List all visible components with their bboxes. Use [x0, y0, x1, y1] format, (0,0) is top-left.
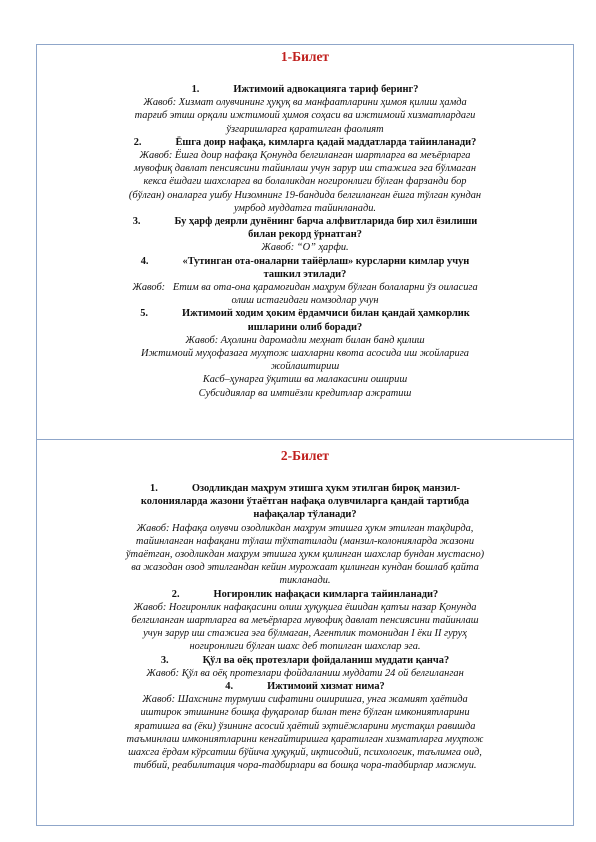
question-4: 4. Ижтимоий хизмат нима?: [225, 681, 385, 693]
question-2: 2. Ёшга доир нафақа, кимларга қадай маддатларда тайинланади?: [133, 136, 477, 148]
answer-4: Жавоб: Шахснинг турмуши сифатини оширишга, унга жамият ҳаётида иштирок этишнинг бошқа фуқаролар билан тенг бўлган имкониятларини яратишга ва (ёки) ўзининг асосий ҳаётий эҳтиёжларини мустақил равишда таъминлаш имкониятларини кенгайтиришга қаратилган хизматларга муҳтож шахсга ёрдам кўрсатиш бўйича ҳуқуқий, иқтисодий, психологик, таълимга оид, тиббий, реабилитация чора-тадбирлари ва бошқа чора-тадбирлар мажмуи.: [126, 694, 484, 772]
ticket-1-title: 1-Билет: [280, 49, 330, 64]
answer-4: Жавоб: Етим ва ота-она қарамоғидан маҳрум бўлган болаларни ўз оиласига олиш истагидаги номзодлар учун: [132, 282, 478, 307]
answer-5: Жавоб: Аҳолини даромадли меҳнат билан банд қилиш Ижтимоий муҳофазага муҳтож шахларни квота асосида иш жойларига жойлаштириш Касб–ҳунарга ўқитиш ва малакасини ошириш Субсидиялар ва имтиёзли кредитлар ажратиш: [141, 334, 469, 399]
ticket-2-content: [37, 482, 573, 772]
ticket-2-title: 2-Билет: [280, 448, 330, 463]
answer-2: Жавоб: Ёшга доир нафақа Қонунда белгиланган шартларга ва меъёрларга мувофиқ давлат пенсиясини тайинлаш учун зарур иш стажига эга бўлмаган кекса ёшдаги шахсларга ва болаликдан ногиронлиги бўлган фарзанди бор (бўлган) оналарга ушбу Низомнинг 19-бандида белгиланган ёшга тўлган кундан умрбод муддатга тайинланади.: [128, 150, 482, 214]
ticket-1-content: [37, 83, 573, 400]
question-1: 1. Озодликдан маҳрум этишга ҳукм этилган бироқ манзил- колонияларда жазони ўтаётган нафақа олувчиларга қандай тартибда нафақалар тўланади?: [140, 483, 470, 521]
question-5: 5. Ижтимоий ходим ҳоким ёрдамчиси билан қандай ҳамкорлик ишларини олиб боради?: [140, 308, 470, 333]
answer-2: Жавоб: Ногиронлик нафақасини олиш ҳуқуқига ёшидан қатъи назар Қонунда белгиланган шартларга ва меъёрларга мувофиқ давлат пенсиясини тайинлаш учун зарур иш стажига эга бўлмаган, Агентлик томонидан I ёки II гуруҳ ногиронлиги бўлган шахс деб топилган шахслар эга.: [131, 601, 479, 653]
question-3: 3. Бу ҳарф деярли дунёнинг барча алфвитларида бир хил ёзилиши билан рекорд ўрнатган?: [132, 216, 478, 241]
answer-3: Жавоб: “О” ҳарфи.: [261, 242, 349, 254]
ticket-1-box: [36, 44, 574, 440]
question-2: 2. Ногиронлик нафақаси кимларга тайинланади?: [171, 588, 439, 600]
question-3: 3. Қўл ва оёқ протезлари фойдаланиш муддати қанча?: [160, 654, 450, 666]
answer-3: Жавоб: Қўл ва оёқ протезлари фойдаланиш муддати 24 ой белгиланган: [146, 667, 464, 679]
question-1: 1. Ижтимоий адвокацияга тариф беринг?: [191, 84, 419, 95]
ticket-2-box: [36, 440, 574, 826]
answer-1: Жавоб: Хизмат олувчининг ҳуқуқ ва манфаатларини ҳимоя қилиш ҳамда тарғиб этиш орқали ижтимоий ҳимоя соҳаси ва ижтимоий хизматлардаги ўзгаришларга қаратилган фаолият: [134, 97, 476, 135]
ticket-page: [36, 44, 574, 826]
answer-1: Жавоб: Нафақа олувчи озодликдан маҳрум этишга ҳукм этилган тақдирда, тайинланган нафақани тўлаш тўхтатилади (манзил-колонияларда жазони ўтаётган, озодликдан маҳрум этишга ҳукм қилинган шахслар бундан мустасно) ва жазодан озод этилгандан кейин мурожаат қилинган кундан бошлаб қайта тикланади.: [125, 522, 485, 587]
question-4: 4. «Тутинган ота-оналарни тайёрлаш» курсларни кимлар учун ташкил этилади?: [140, 255, 470, 280]
